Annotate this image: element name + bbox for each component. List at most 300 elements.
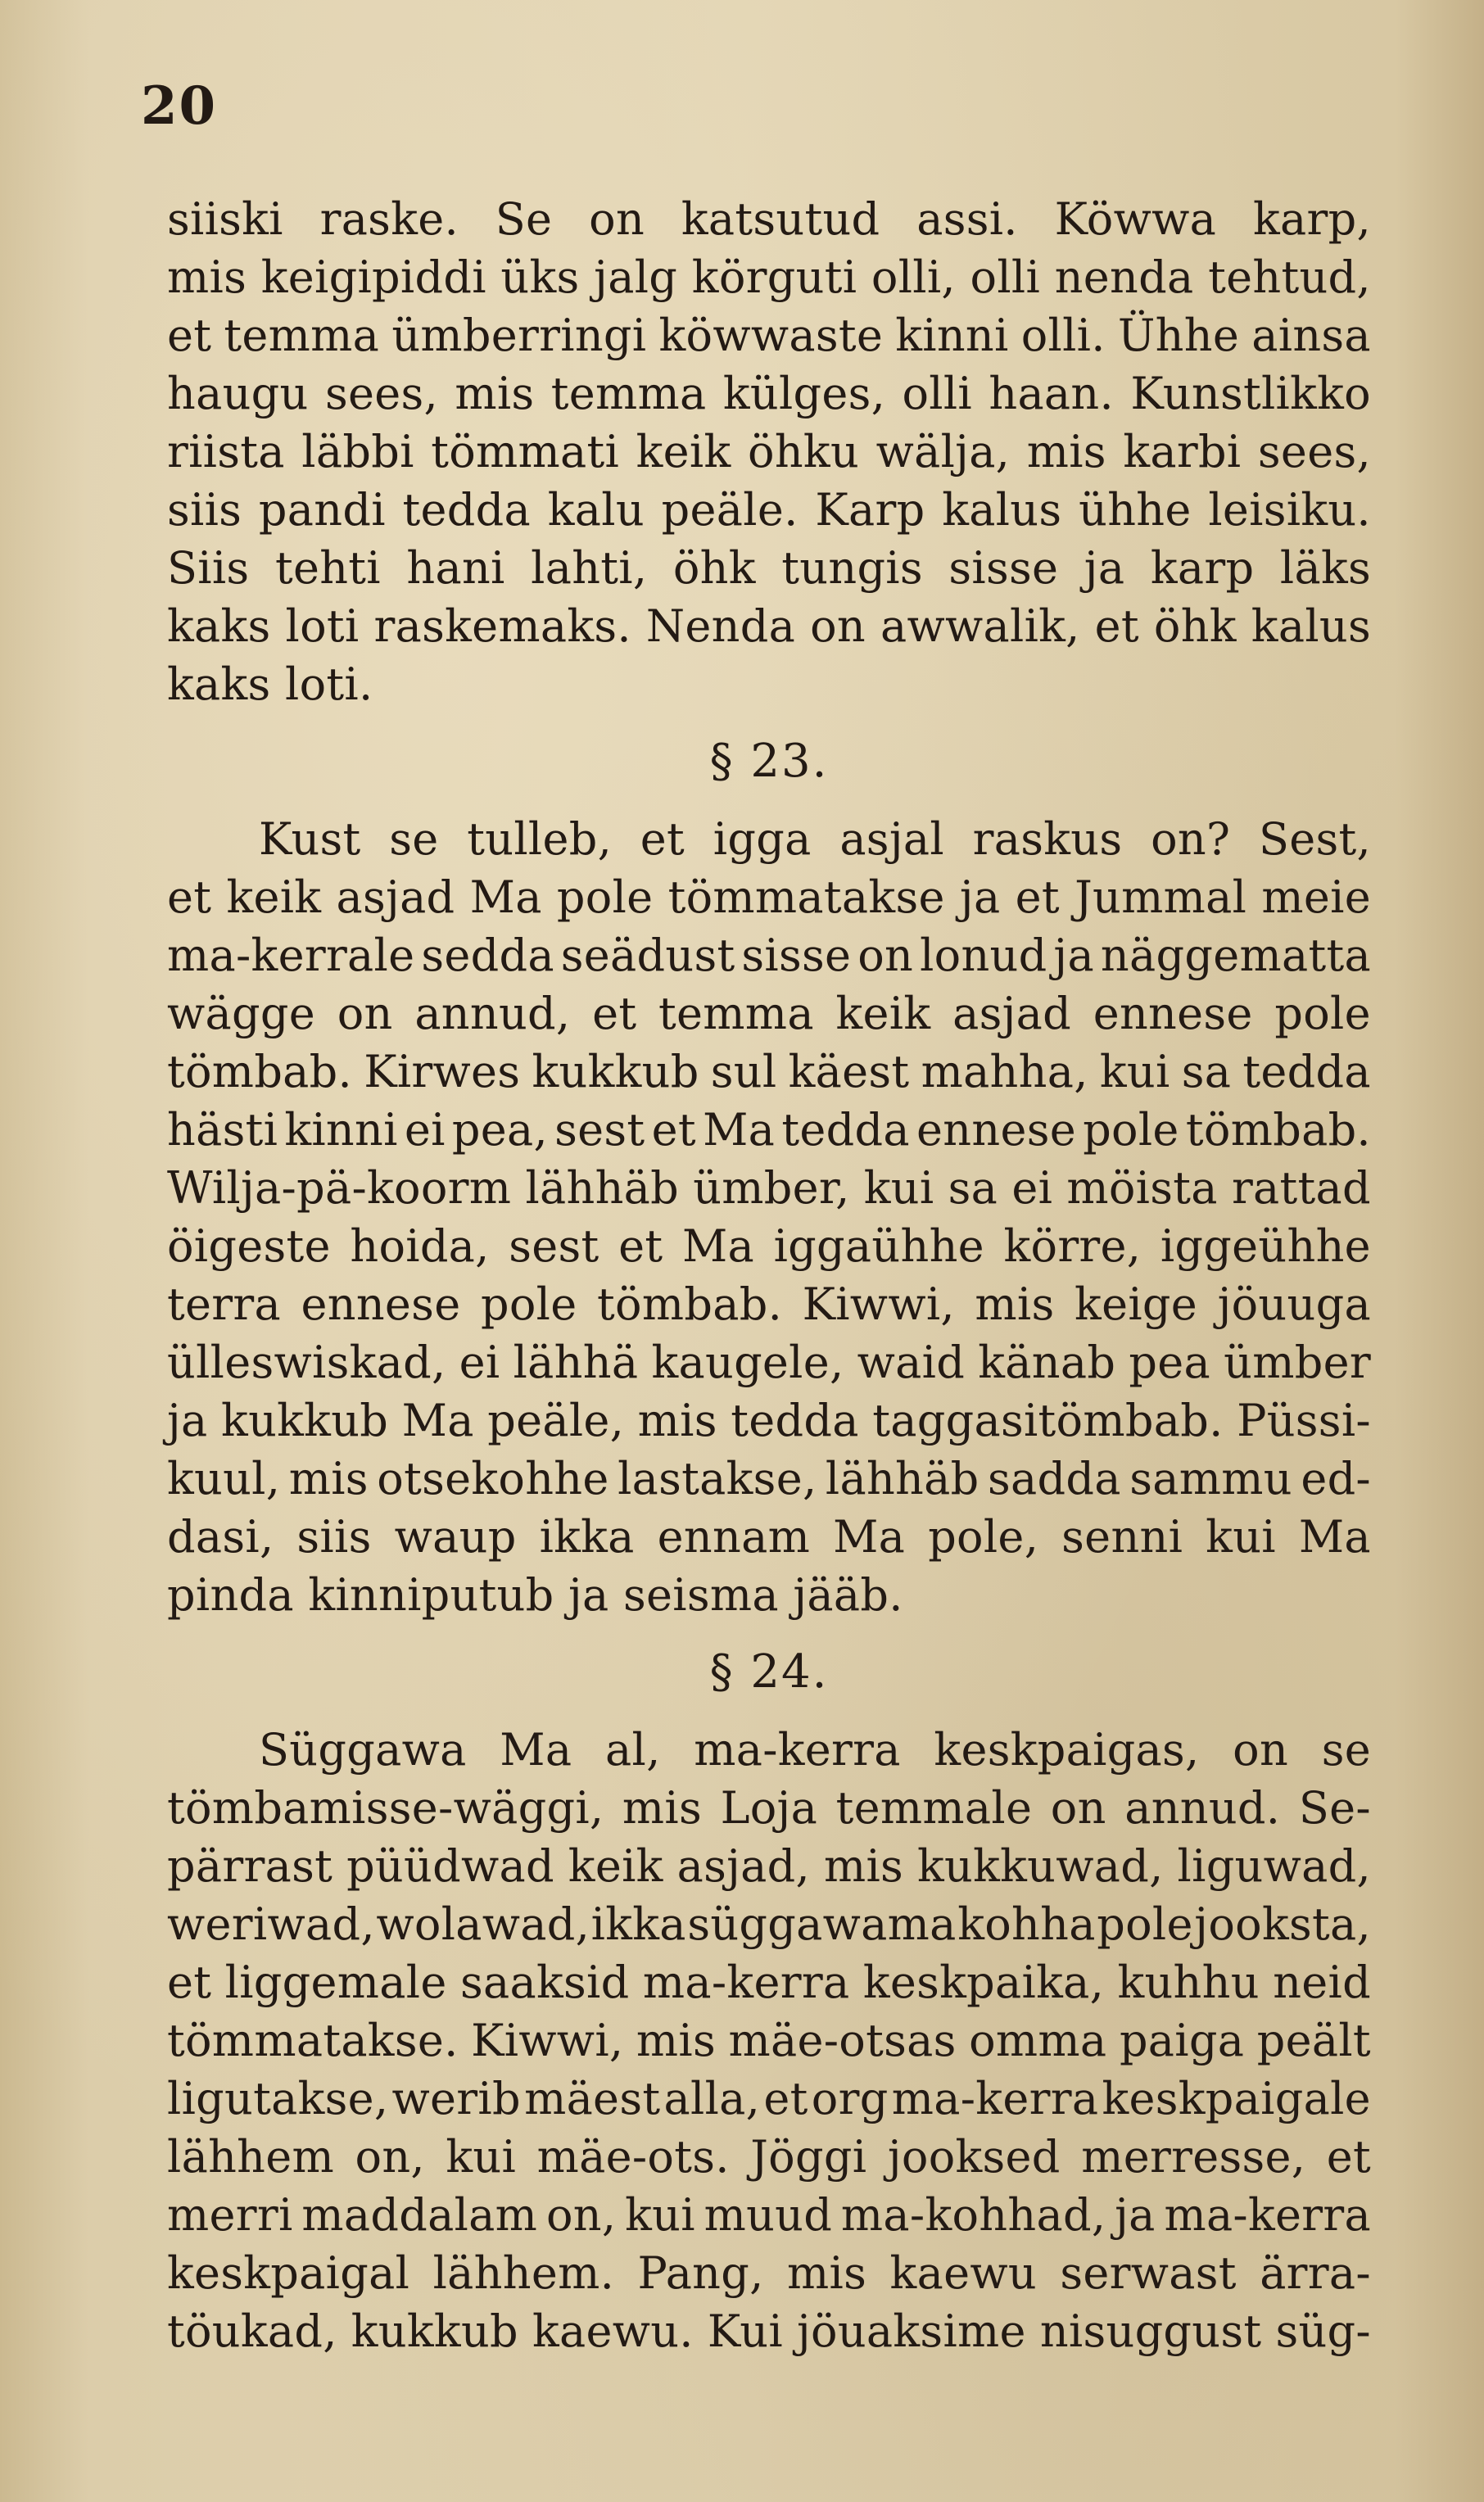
text-line <box>167 1275 1371 1333</box>
word: lähhä <box>513 1337 639 1388</box>
word: meie <box>1261 871 1371 923</box>
word: olli, <box>871 251 956 303</box>
word: ikka <box>590 1898 686 1950</box>
word: möista <box>1066 1162 1218 1214</box>
word: läbbi <box>301 426 414 477</box>
word: saaksid <box>460 1957 630 2008</box>
text-line <box>167 1450 1371 1508</box>
word: asjad <box>952 988 1072 1039</box>
word: raskus <box>972 813 1123 865</box>
word: mis <box>288 1453 369 1504</box>
word: al, <box>605 1724 661 1776</box>
word: annud. <box>1124 1782 1281 1834</box>
word: raske. <box>319 193 459 245</box>
word: weriwad, <box>167 1898 375 1950</box>
word: mäest <box>524 2073 661 2124</box>
word: waid <box>857 1337 966 1388</box>
word: sa <box>1181 1046 1232 1097</box>
word: et <box>1326 2131 1371 2183</box>
text-line <box>167 2186 1371 2244</box>
word: Kunstlikko <box>1130 368 1371 419</box>
word: mäe-otsas <box>728 2015 957 2066</box>
text-line: kaks loti. <box>167 658 373 710</box>
word: pea, <box>451 1104 548 1156</box>
word: Loja <box>720 1782 818 1834</box>
section-heading: § 24. <box>709 1645 829 1699</box>
word: tungis <box>781 542 923 594</box>
word: annud, <box>414 988 571 1039</box>
text-line <box>167 306 1371 364</box>
word: ikka <box>539 1511 635 1563</box>
word: iggaühhe <box>773 1220 984 1272</box>
word: öhk <box>672 542 756 594</box>
word: liguwad, <box>1177 1840 1371 1892</box>
word: tömbamisse-wäggi, <box>167 1782 604 1834</box>
word: jöuaksime <box>796 2305 1026 2357</box>
word: keigipiddi <box>260 251 486 303</box>
word: temmale <box>835 1782 1033 1834</box>
word: tedda <box>402 484 532 536</box>
word: keskpaigas, <box>934 1724 1200 1776</box>
word: mis <box>637 1395 717 1446</box>
word: ma-kerra <box>891 2073 1099 2124</box>
word: merresse, <box>1081 2131 1306 2183</box>
word: kui <box>625 2189 695 2241</box>
word: lastakse, <box>618 1453 817 1504</box>
word: on <box>337 988 393 1039</box>
word: haan. <box>989 368 1114 419</box>
text-line <box>167 1721 1371 1779</box>
text-line <box>167 1333 1371 1391</box>
word: et <box>167 310 212 361</box>
word: riista <box>167 426 285 477</box>
text-line <box>167 1391 1371 1450</box>
word: jooksed <box>887 2131 1061 2183</box>
word: kukkub <box>532 1046 699 1097</box>
word: sest <box>509 1220 599 1272</box>
word: on, <box>545 2189 617 2241</box>
text-line <box>167 1837 1371 1895</box>
word: tedda <box>1242 1046 1371 1097</box>
word: kuhhu <box>1117 1957 1260 2008</box>
word: kaewu <box>889 2247 1037 2299</box>
word: jöuuga <box>1217 1278 1371 1330</box>
word: olli <box>970 251 1041 303</box>
word: haugu <box>167 368 309 419</box>
word: mis <box>455 368 535 419</box>
word: körre, <box>1003 1220 1142 1272</box>
word: pole <box>556 871 654 923</box>
word: pole <box>1274 988 1371 1039</box>
word: känab <box>978 1337 1116 1388</box>
page-number: 20 <box>141 75 218 137</box>
word: Ma <box>833 1511 906 1563</box>
word: on? <box>1151 813 1231 865</box>
word: mäe-ots. <box>536 2131 730 2183</box>
text-line <box>167 1159 1371 1217</box>
word: asjad, <box>676 1840 811 1892</box>
word: olli <box>902 368 973 419</box>
word: ligutakse, <box>167 2073 389 2124</box>
word: mis <box>787 2247 867 2299</box>
word: Köwwa <box>1054 193 1217 245</box>
word: et <box>167 871 212 923</box>
word: ennese <box>916 1104 1076 1156</box>
word: peäle. <box>661 484 799 536</box>
word: hästi <box>167 1104 278 1156</box>
paragraph-continuation <box>167 190 1371 713</box>
word: werib <box>391 2073 521 2124</box>
word: kaugele, <box>651 1337 844 1388</box>
word: Ma <box>500 1724 572 1776</box>
word: Kust <box>259 813 361 865</box>
word: seädust <box>560 930 735 981</box>
word: katsutud <box>681 193 880 245</box>
word: ennese <box>301 1278 461 1330</box>
word: terra <box>167 1278 281 1330</box>
text-line <box>167 1895 1371 1953</box>
word: ümberringi <box>391 310 647 361</box>
text-line <box>167 2302 1371 2360</box>
word: ei <box>459 1337 500 1388</box>
word: Kiwwi, <box>471 2015 624 2066</box>
text-line <box>167 1953 1371 2011</box>
word: on <box>857 930 914 981</box>
word: keige <box>1075 1278 1198 1330</box>
body-text <box>167 190 1371 2360</box>
text-line <box>167 423 1371 481</box>
word: sest <box>554 1104 645 1156</box>
text-line <box>167 190 1371 248</box>
word: sul <box>710 1046 777 1097</box>
text-line <box>167 2070 1371 2128</box>
word: mis <box>622 1782 703 1834</box>
word: Kiwwi, <box>802 1278 955 1330</box>
word: Se <box>495 193 553 245</box>
word: sadda <box>987 1453 1121 1504</box>
word: neid <box>1273 1957 1371 2008</box>
word: püüdwad <box>346 1840 554 1892</box>
word: tehti <box>274 542 381 594</box>
word: ma-kerra <box>642 1957 850 2008</box>
word: öhku <box>748 426 860 477</box>
word: ma-kerra <box>694 1724 901 1776</box>
word: temma <box>658 988 814 1039</box>
word: Pang, <box>637 2247 764 2299</box>
word: ei <box>1011 1162 1053 1214</box>
word: karp, <box>1252 193 1371 245</box>
word: ma-kohhad, <box>840 2189 1106 2241</box>
word: käest <box>788 1046 910 1097</box>
word: kinni <box>284 1104 398 1156</box>
word: karp <box>1150 542 1255 594</box>
word: keskpaika, <box>862 1957 1105 2008</box>
word: lähhem <box>167 2131 334 2183</box>
word: paiga <box>1119 2015 1245 2066</box>
text-line <box>167 1101 1371 1159</box>
text-line <box>167 810 1371 868</box>
word: Ma <box>703 1104 776 1156</box>
word: köwwaste <box>658 310 884 361</box>
word: kalus <box>1251 600 1371 652</box>
word: muud <box>704 2189 833 2241</box>
word: nenda <box>1054 251 1194 303</box>
word: merri <box>167 2189 293 2241</box>
word: pandi <box>258 484 386 536</box>
word: ja <box>1053 930 1094 981</box>
text-line <box>167 984 1371 1043</box>
word: kukkub <box>221 1395 389 1446</box>
word: körguti <box>691 251 857 303</box>
word: Siis <box>167 542 250 594</box>
word: ümber, <box>693 1162 850 1214</box>
word: läks <box>1279 542 1371 594</box>
word: lonud <box>920 930 1047 981</box>
word: lähhäb <box>825 1453 980 1504</box>
word: lahti, <box>531 542 648 594</box>
word: sisse <box>741 930 852 981</box>
word: ülleswiskad, <box>167 1337 446 1388</box>
word: lähhem. <box>432 2247 615 2299</box>
word: ja <box>959 871 1001 923</box>
word: et <box>167 1957 212 2008</box>
word: assi. <box>916 193 1018 245</box>
word: pole <box>481 1278 577 1330</box>
word: pärrast <box>167 1840 333 1892</box>
word: sa <box>948 1162 998 1214</box>
word: on <box>1233 1724 1289 1776</box>
word: hoida, <box>350 1220 490 1272</box>
word: ma-kerrale <box>167 930 415 981</box>
word: ja <box>167 1395 208 1446</box>
word: mis <box>975 1278 1055 1330</box>
text-line <box>167 597 1371 655</box>
word: jalg <box>594 251 678 303</box>
word: hani <box>406 542 505 594</box>
text-line <box>167 481 1371 539</box>
word: mis <box>823 1840 904 1892</box>
word: keskpaigal <box>167 2247 410 2299</box>
word: süggawama <box>687 1898 957 1950</box>
word: öhk <box>1153 600 1237 652</box>
word: et <box>1094 600 1139 652</box>
word: ei <box>404 1104 446 1156</box>
word: iggeühhe <box>1160 1220 1371 1272</box>
word: Wilja-pä-koorm <box>167 1162 512 1214</box>
word: jooksta, <box>1194 1898 1371 1950</box>
word: kui <box>1099 1046 1170 1097</box>
word: sees, <box>324 368 438 419</box>
word: nisuggust <box>1039 2305 1262 2357</box>
word: loti <box>285 600 360 652</box>
text-line <box>167 1508 1371 1566</box>
section-heading: § 23. <box>709 735 829 788</box>
word: ennam <box>657 1511 811 1563</box>
word: serwast <box>1060 2247 1237 2299</box>
word: ma-kerra <box>1164 2189 1371 2241</box>
word: tömmatakse <box>667 871 945 923</box>
text-line <box>167 1217 1371 1275</box>
word: ainsa <box>1251 310 1371 361</box>
text-line <box>167 1779 1371 1837</box>
word: on <box>1050 1782 1106 1834</box>
word: tulleb, <box>467 813 613 865</box>
text-line <box>167 2244 1371 2302</box>
word: et <box>651 1104 696 1156</box>
word: pole <box>1097 1898 1193 1950</box>
word: kalu <box>547 484 645 536</box>
text-line <box>167 868 1371 926</box>
word: keik <box>636 426 731 477</box>
word: sees, <box>1257 426 1371 477</box>
text-line <box>167 1043 1371 1101</box>
word: tömmati <box>431 426 620 477</box>
text-line <box>167 926 1371 984</box>
word: siis <box>167 484 242 536</box>
word: maddalam <box>301 2189 538 2241</box>
word: üks <box>500 251 580 303</box>
word: dasi, <box>167 1511 274 1563</box>
word: olli. <box>1020 310 1106 361</box>
word: et <box>763 2073 808 2124</box>
word: Ma <box>401 1395 474 1446</box>
word: temma <box>224 310 380 361</box>
word: pea <box>1129 1337 1211 1388</box>
word: sisse <box>948 542 1059 594</box>
word: Kui <box>707 2305 783 2357</box>
word: keskpaigale <box>1102 2073 1371 2124</box>
word: otsekohhe <box>377 1453 609 1504</box>
text-line: pinda kinniputub ja seisma jääb. <box>167 1569 903 1621</box>
text-line <box>167 2128 1371 2186</box>
word: Karp <box>815 484 925 536</box>
word: ümber <box>1224 1337 1371 1388</box>
word: Ma <box>681 1220 755 1272</box>
word: siiski <box>167 193 283 245</box>
word: kui <box>1206 1511 1276 1563</box>
word: awwalik, <box>880 600 1080 652</box>
word: asjal <box>839 813 944 865</box>
word: Nenda <box>645 600 796 652</box>
word: taggasitömbab. <box>872 1395 1224 1446</box>
word: tedda <box>781 1104 910 1156</box>
word: ed- <box>1301 1453 1371 1504</box>
word: Süggawa <box>259 1724 467 1776</box>
word: tömbab. <box>1185 1104 1371 1156</box>
word: süg- <box>1275 2305 1371 2357</box>
word: omma <box>969 2015 1107 2066</box>
word: sammu <box>1129 1453 1292 1504</box>
word: ja <box>1115 2189 1156 2241</box>
word: kukkub <box>351 2305 518 2357</box>
word: tömbab. <box>597 1278 783 1330</box>
word: kaewu. <box>532 2305 694 2357</box>
word: lähhäb <box>525 1162 680 1214</box>
word: keik <box>568 1840 663 1892</box>
word: peält <box>1256 2015 1371 2066</box>
word: kui <box>446 2131 517 2183</box>
word: töukad, <box>167 2305 337 2357</box>
word: igga <box>713 813 812 865</box>
word: ja <box>1084 542 1125 594</box>
word: tömbab. <box>167 1046 353 1097</box>
word: ühhe <box>1079 484 1192 536</box>
word: alla, <box>663 2073 761 2124</box>
word: Ma <box>469 871 542 923</box>
word: leisiku. <box>1208 484 1371 536</box>
word: näggematta <box>1100 930 1371 981</box>
word: keik <box>226 871 322 923</box>
word: külges, <box>722 368 886 419</box>
word: pole, <box>928 1511 1039 1563</box>
word: Sest, <box>1258 813 1371 865</box>
word: mahha, <box>921 1046 1088 1097</box>
word: Püssi- <box>1237 1395 1371 1446</box>
word: tömmatakse. <box>167 2015 459 2066</box>
word: pole <box>1083 1104 1179 1156</box>
word: waup <box>394 1511 517 1563</box>
word: tedda <box>731 1395 859 1446</box>
word: Ühhe <box>1117 310 1240 361</box>
word: et <box>640 813 685 865</box>
word: senni <box>1061 1511 1183 1563</box>
word: Kirwes <box>364 1046 521 1097</box>
word: keik <box>835 988 931 1039</box>
word: org <box>811 2073 889 2124</box>
word: asjad <box>336 871 455 923</box>
word: mis <box>636 2015 716 2066</box>
word: se <box>1321 1724 1371 1776</box>
word: wägge <box>167 988 316 1039</box>
section-24 <box>167 1624 1371 2360</box>
word: Se- <box>1298 1782 1371 1834</box>
word: on <box>589 193 645 245</box>
word: et <box>618 1220 663 1272</box>
word: kaks <box>167 600 271 652</box>
text-line <box>167 248 1371 306</box>
word: siis <box>296 1511 372 1563</box>
word: peäle, <box>487 1395 625 1446</box>
word: kuul, <box>167 1453 281 1504</box>
word: kohha <box>957 1898 1096 1950</box>
word: sedda <box>421 930 554 981</box>
word: Ma <box>1298 1511 1371 1563</box>
section-23 <box>167 713 1371 1624</box>
text-line <box>167 2011 1371 2070</box>
word: kinni <box>895 310 1009 361</box>
word: raskemaks. <box>373 600 631 652</box>
text-line <box>167 539 1371 597</box>
word: et <box>1015 871 1060 923</box>
word: Jöggi <box>750 2131 867 2183</box>
word: tehtud, <box>1208 251 1371 303</box>
word: karbi <box>1123 426 1242 477</box>
word: on, <box>355 2131 425 2183</box>
word: temma <box>550 368 707 419</box>
word: rattad <box>1231 1162 1371 1214</box>
word: kalus <box>942 484 1062 536</box>
text-line <box>167 364 1371 423</box>
word: Jummal <box>1075 871 1247 923</box>
word: se <box>389 813 439 865</box>
word: mis <box>167 251 247 303</box>
word: wolawad, <box>376 1898 590 1950</box>
word: et <box>592 988 637 1039</box>
word: mis <box>1026 426 1106 477</box>
word: öigeste <box>167 1220 331 1272</box>
word: wälja, <box>875 426 1011 477</box>
word: liggemale <box>224 1957 447 2008</box>
